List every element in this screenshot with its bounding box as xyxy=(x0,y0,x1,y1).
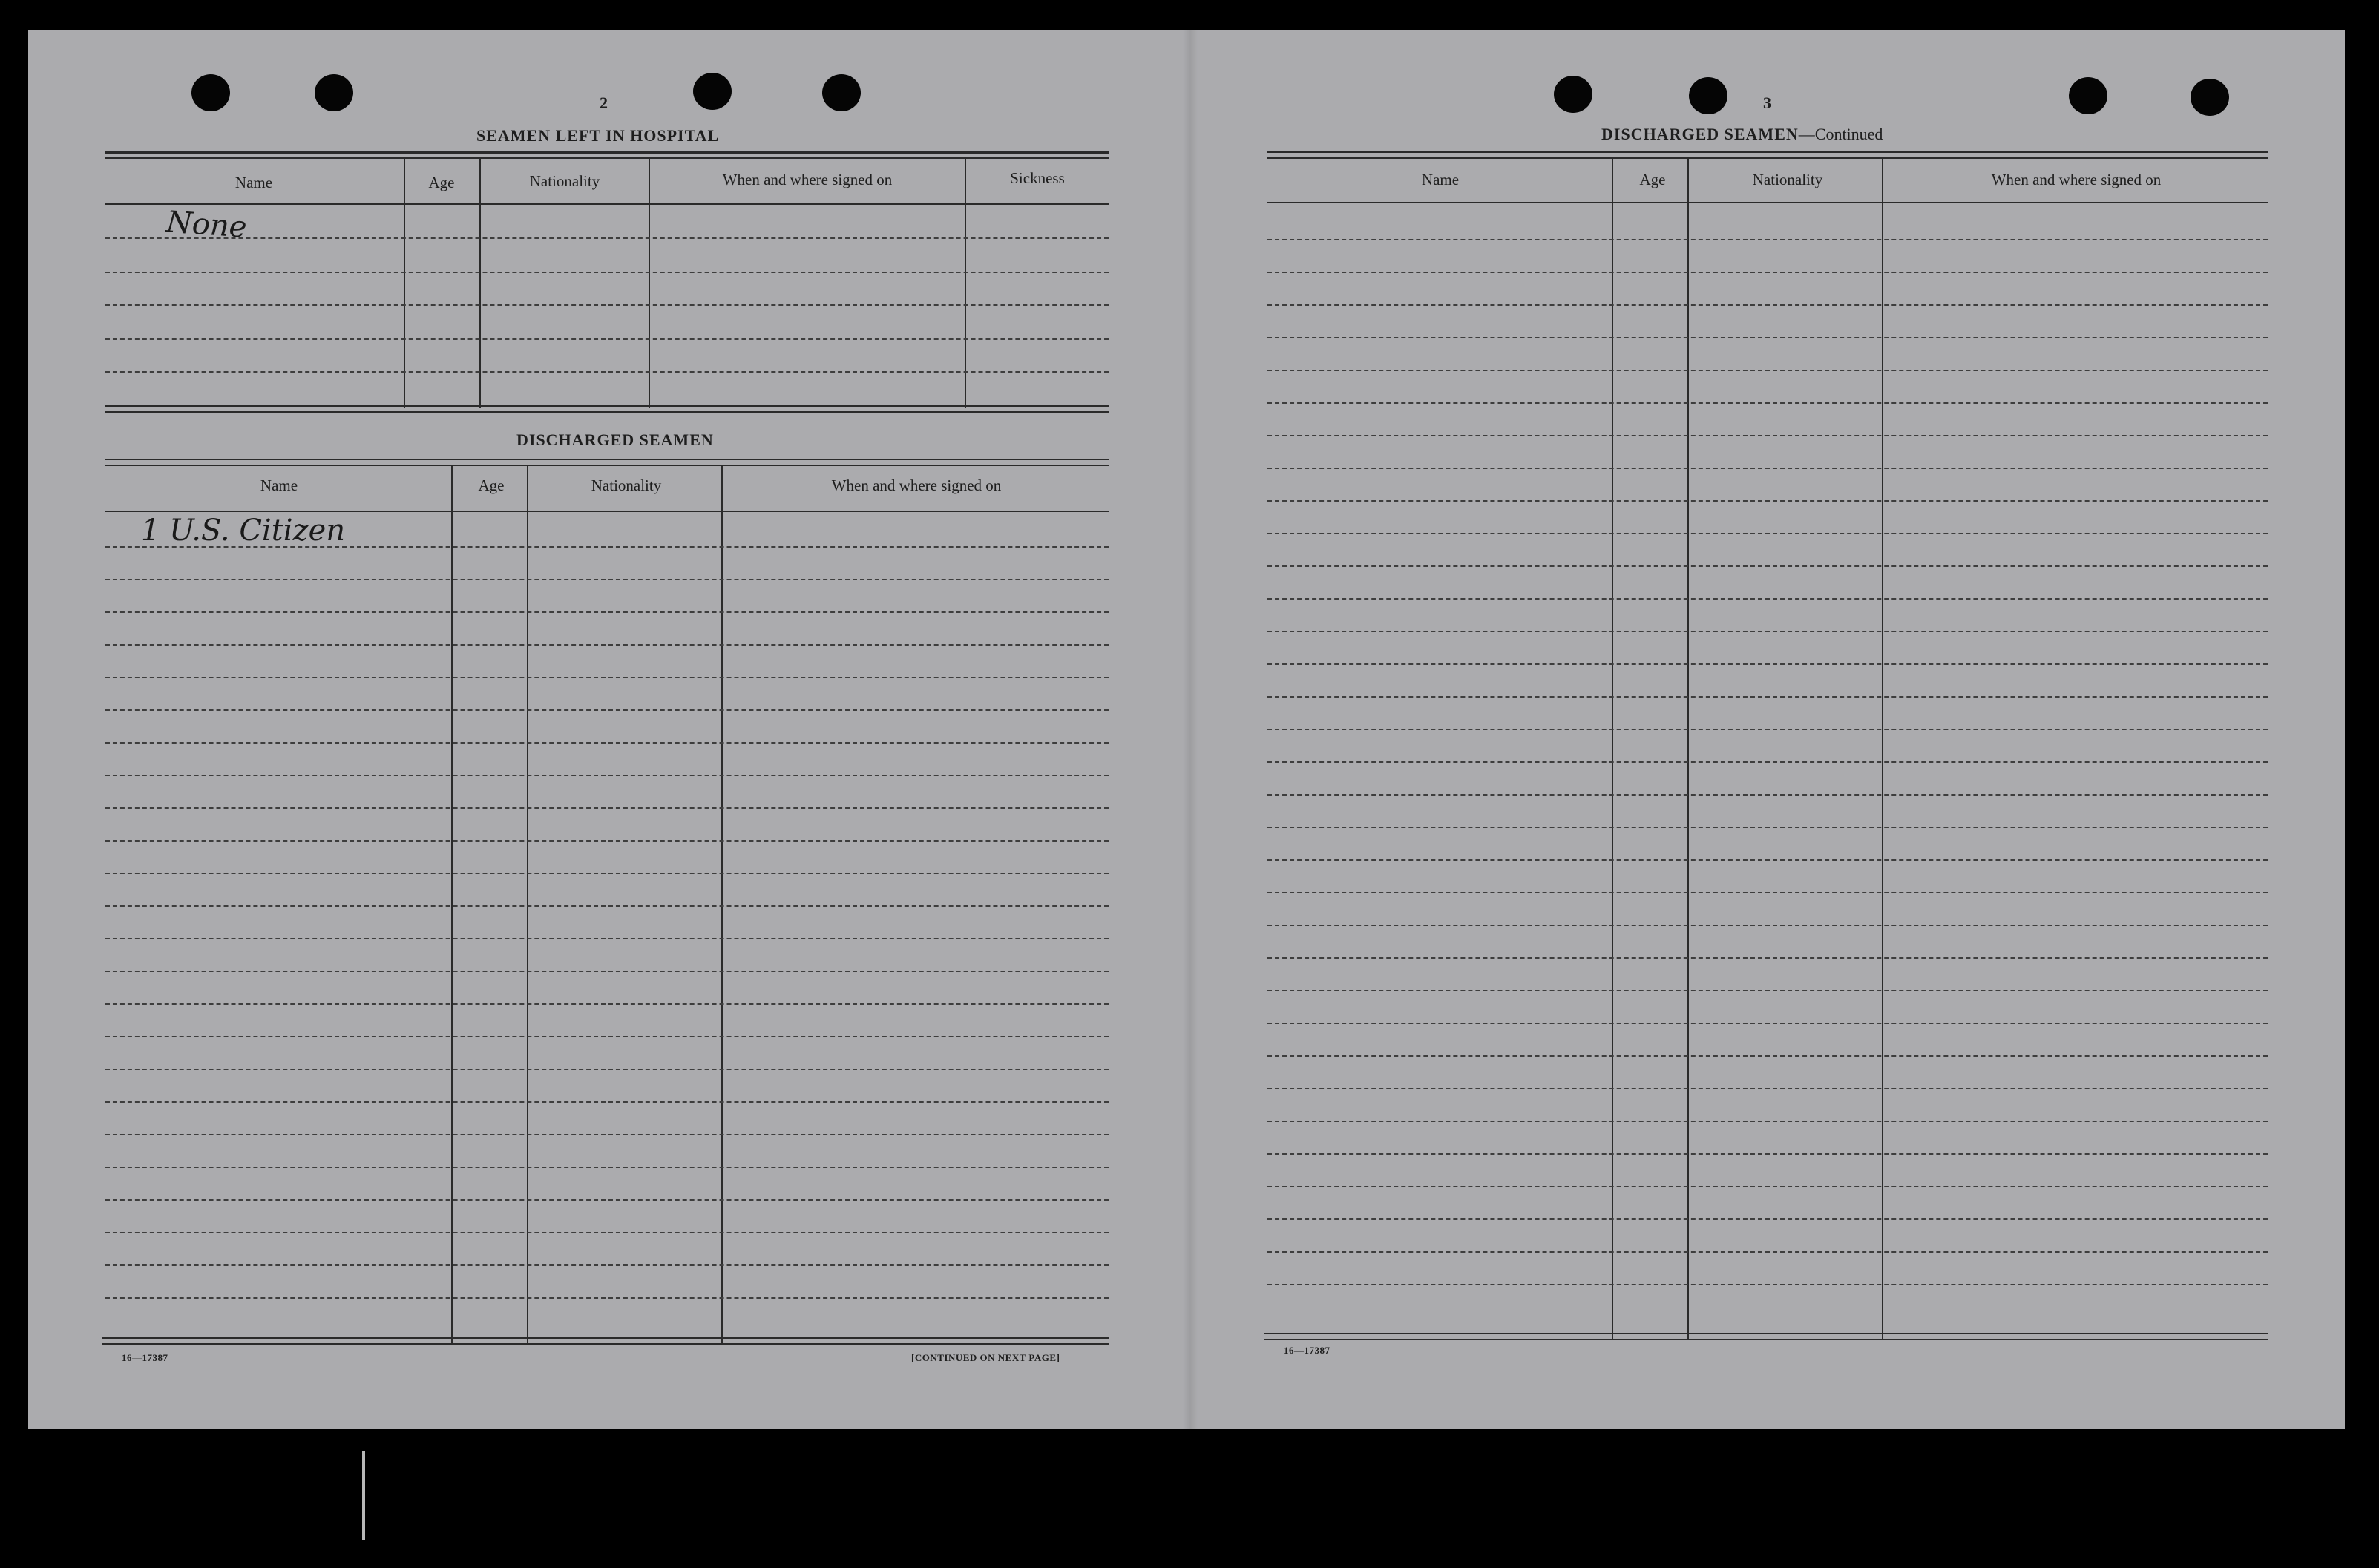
table-bottom-rule xyxy=(105,411,1109,413)
row-rule xyxy=(1267,1023,2268,1024)
table-top-rule xyxy=(1267,151,2268,153)
row-rule xyxy=(105,1003,1109,1005)
row-rule xyxy=(105,807,1109,809)
row-rule xyxy=(1267,761,2268,763)
column-header-nationality: Nationality xyxy=(529,172,600,190)
row-rule xyxy=(1267,1121,2268,1122)
table-bottom-rule xyxy=(105,405,1109,407)
row-rule xyxy=(1267,435,2268,436)
row-rule xyxy=(105,742,1109,744)
row-rule xyxy=(105,1264,1109,1266)
row-rule xyxy=(105,304,1109,306)
table-bottom-rule xyxy=(102,1337,1109,1339)
punch-hole xyxy=(191,74,230,111)
row-rule xyxy=(105,237,1109,239)
row-rule xyxy=(105,677,1109,678)
row-rule xyxy=(1267,794,2268,796)
row-rule xyxy=(105,905,1109,907)
row-rule xyxy=(1267,1186,2268,1187)
page-fold xyxy=(1183,30,1198,1429)
table-bottom-rule xyxy=(102,1343,1109,1345)
table-top-rule xyxy=(105,151,1109,154)
table-top-rule xyxy=(105,157,1109,159)
header-rule xyxy=(105,203,1109,205)
column-header-signed-on: When and where signed on xyxy=(831,476,1002,494)
column-header-nationality: Nationality xyxy=(1752,171,1823,188)
row-rule xyxy=(105,1036,1109,1037)
column-header-sickness: Sickness xyxy=(1010,169,1065,187)
table-bottom-rule xyxy=(1264,1339,2268,1340)
page-number: 3 xyxy=(1763,94,1771,112)
column-divider xyxy=(1882,159,1883,1339)
column-header-age: Age xyxy=(428,174,455,191)
hospital-section-title: SEAMEN LEFT IN HOSPITAL xyxy=(476,126,720,145)
column-header-signed-on: When and where signed on xyxy=(722,171,893,188)
row-rule xyxy=(105,971,1109,972)
form-number: 16—17387 xyxy=(122,1352,168,1363)
title-suffix: —Continued xyxy=(1798,125,1883,143)
row-rule xyxy=(1267,990,2268,991)
row-rule xyxy=(1267,892,2268,893)
row-rule xyxy=(1267,304,2268,306)
row-rule xyxy=(1267,598,2268,600)
table-top-rule xyxy=(1267,157,2268,159)
column-header-name: Name xyxy=(1421,171,1460,188)
row-rule xyxy=(1267,337,2268,338)
row-rule xyxy=(1267,1251,2268,1253)
row-rule xyxy=(105,371,1109,373)
row-rule xyxy=(1267,1284,2268,1285)
column-header-age: Age xyxy=(1639,171,1666,188)
title-text: DISCHARGED SEAMEN xyxy=(1601,125,1799,143)
row-rule xyxy=(1267,957,2268,959)
row-rule xyxy=(1267,1055,2268,1057)
row-rule xyxy=(105,1101,1109,1103)
punch-hole xyxy=(315,74,353,111)
column-header-nationality: Nationality xyxy=(591,476,662,494)
punch-hole xyxy=(1554,76,1592,113)
row-rule xyxy=(1267,1218,2268,1220)
row-rule xyxy=(105,611,1109,613)
form-number: 16—17387 xyxy=(1284,1345,1330,1356)
row-rule xyxy=(1267,402,2268,404)
column-header-name: Name xyxy=(234,174,273,191)
scan-artifact xyxy=(362,1451,365,1540)
row-rule xyxy=(105,1297,1109,1299)
row-rule xyxy=(105,775,1109,776)
row-rule xyxy=(1267,565,2268,567)
row-rule xyxy=(105,873,1109,874)
row-rule xyxy=(1267,1088,2268,1089)
row-rule xyxy=(105,272,1109,273)
column-header-signed-on: When and where signed on xyxy=(1991,171,2162,188)
discharged-continued-title xyxy=(1601,125,1883,144)
discharged-section-title: DISCHARGED SEAMEN xyxy=(516,430,714,449)
row-rule xyxy=(1267,533,2268,534)
row-rule xyxy=(1267,859,2268,861)
continued-note: [CONTINUED ON NEXT PAGE] xyxy=(911,1352,1060,1363)
row-rule xyxy=(105,338,1109,340)
row-rule xyxy=(105,579,1109,580)
handwritten-entry: None xyxy=(165,205,248,245)
punch-hole xyxy=(822,74,861,111)
row-rule xyxy=(1267,272,2268,273)
row-rule xyxy=(105,1199,1109,1201)
handwritten-entry: 1 U.S. Citizen xyxy=(141,514,346,548)
row-rule xyxy=(105,1134,1109,1135)
column-header-age: Age xyxy=(478,476,505,494)
column-header-name: Name xyxy=(260,476,298,494)
header-rule xyxy=(1267,202,2268,203)
row-rule xyxy=(1267,729,2268,730)
row-rule xyxy=(1267,500,2268,502)
row-rule xyxy=(105,1069,1109,1070)
header-rule xyxy=(105,511,1109,512)
row-rule xyxy=(1267,827,2268,828)
row-rule xyxy=(105,644,1109,646)
punch-hole xyxy=(2069,77,2107,114)
page-number: 2 xyxy=(600,94,608,112)
row-rule xyxy=(1267,696,2268,698)
row-rule xyxy=(105,1167,1109,1168)
row-rule xyxy=(1267,239,2268,240)
row-rule xyxy=(1267,370,2268,371)
table-bottom-rule xyxy=(1264,1333,2268,1334)
row-rule xyxy=(1267,468,2268,469)
row-rule xyxy=(105,938,1109,939)
row-rule xyxy=(1267,663,2268,665)
table-top-rule xyxy=(105,465,1109,466)
row-rule xyxy=(1267,925,2268,926)
column-divider xyxy=(1687,159,1689,1339)
row-rule xyxy=(105,709,1109,711)
row-rule xyxy=(105,840,1109,842)
punch-hole xyxy=(1689,77,1727,114)
row-rule xyxy=(1267,631,2268,632)
punch-hole xyxy=(693,73,732,110)
table-top-rule xyxy=(105,459,1109,460)
column-divider xyxy=(1612,159,1613,1339)
punch-hole xyxy=(2191,79,2229,116)
row-rule xyxy=(105,1232,1109,1233)
row-rule xyxy=(1267,1153,2268,1155)
